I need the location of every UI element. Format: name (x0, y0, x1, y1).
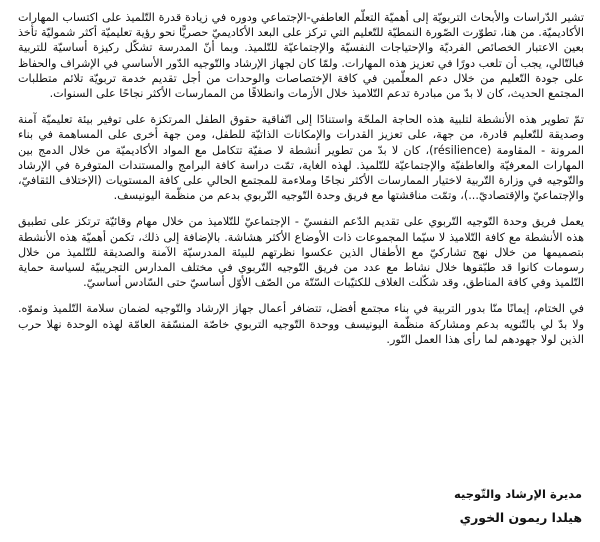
signature-name: هيلدا ريمون الخوري (459, 510, 582, 525)
document-body (18, 10, 584, 358)
signature-title: مديرة الإرشاد والتّوجيه (454, 487, 582, 501)
paragraph-intro: تشير الدّراسات والأبحاث التربويّة إلى أهميّة التعلّم العاطفي-الإجتماعي ودوره في زيادة قدرة التّلميذ على اكتساب المهارات الأكاديميّة. من هنا، تطوّرت الصّورة النمطيّة للتّعليم التي تركز على البعد الأكاديميّ حصريًّا نحو رؤية تعليميّة أكثر شموليّة تأخذ بعين الاعتبار الخصائص الفرديّة والإحتياجات النفسيّة والإجتماعيّة للتّلميذ. وبما أنّ المدرسة تشكّل ركيزة أساسيّة للتربية فبالتّالي، يجب أن تلعب دورًا في تعزيز هذه المهارات. ولمّا كان لجهاز الإرشاد والتّوجيه الدّور الأساسي في الإشراف والحفاظ على جودة التّعليم من خلال دعم المعلّمين في كافة الإختصاصات والوحدات من أجل تقديم خدمة تربويّة تلائم متطلبات المجتمع الحديث، كان لا بدّ من مبادرة تدعم التّلاميذ خلال الأزمات وانطلاقًا من الممارسات الأكثر نجاحًا على السنوات. (18, 11, 584, 101)
paragraph-team: يعمل فريق وحدة التّوجيه التّربوي على تقديم الدّعم النفسيّ - الإجتماعيّ للتّلاميذ من خلال مهام وقائيّة ترتكز على تطبيق هذه الأنشطة مع كافة التّلاميذ لا سيّما المجموعات ذات الأوضاع الأكثر هشاشة. بالإضافة إلى ذلك، تكمن أهميّة هذه الأنشطة بتصميمها من خلال نهج تشاركيّ مع الأطفال الذين عكسوا نظرتهم للبيئة المدرسيّة الآمنة والصديقة للتّلميذ من خلال رسومات كانوا قد طبّقوها خلال نشاط مع عدد من فريق التّوجيه التّربوي في مختلف المدارس التجريبيّة لسياسة حماية التّلميذ وفي كافة المناطق، وقد شكّلت الغلاف للكتيّبات السّتّة من الصّف الأوّل أساسيّ حتى السّادس أساسيّ. (18, 215, 584, 290)
signature-block (454, 486, 582, 526)
paragraph-conclusion: في الختام، إيمانًا منّا بدور التربية في بناء مجتمع أفضل، تتضافر أعمال جهاز الإرشاد والتّوجيه لضمان سلامة التّلميذ ونموّه. ولا بدّ لي بالتّنويه بدعم ومشاركة منظّمة اليونيسف ووحدة التّوجيه التربوي خاصّة المنسّقة العامّة لهذه الوحدة نهلا حرب الذين لولا جهودهم لما رأى هذا العمل النّور. (18, 302, 584, 346)
paragraph-activities: تمّ تطوير هذه الأنشطة لتلبية هذه الحاجة الملحّة واستنادًا إلى اتّفاقية حقوق الطفل المرتكزة على توفير بيئة تعليميّة آمنة وصديقة للتّعليم قادرة، من جهة، على تعزيز القدرات والإمكانات الذاتيّة للطفل، ومن جهة أخرى على المساهمة في بناء المرونة - المقاومة (résilience)، كان لا بدّ من تطوير أنشطة لا صفيّة تتكامل مع المواد الأكاديميّة من خلال الدمج بين المهارات المعرفيّة والعاطفيّة والإجتماعيّة للتّلميذ. لهذه الغاية، تمّت دراسة كافة البرامج والمستندات المتوفرة في الإرشاد والتّوجيه في وزارة التّربية لاختيار الممارسات الأكثر نجاحًا وملاءمة للمجتمع الحالي على كافة المستويات (الإختلاف الثقافيّ، والإجتماعيّ والإقتصاديّ...)، وتمّت مناقشتها مع فريق وحدة التّوجيه التّربوي بدعم من منظّمة اليونيسف. (18, 113, 584, 203)
